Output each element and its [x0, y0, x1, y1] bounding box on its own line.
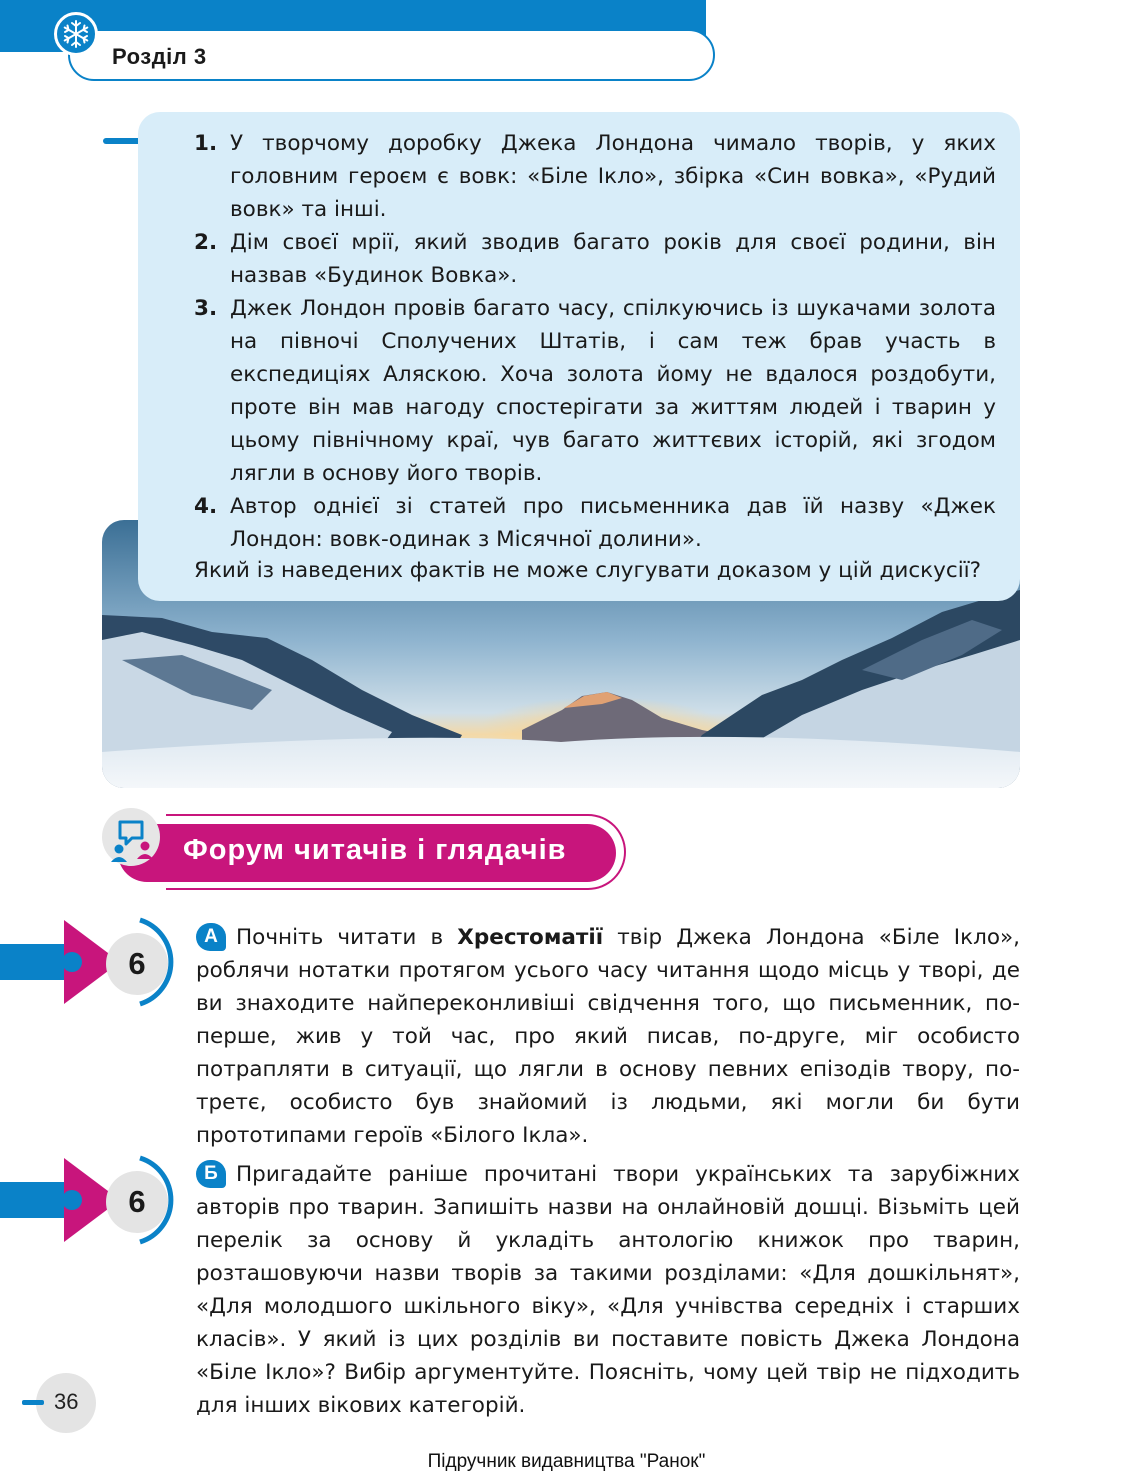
task-level-number: 6 — [106, 933, 168, 995]
section-title: Розділ 3 — [112, 44, 207, 69]
facts-question: Який із наведених фактів не може слугувати доказом у цій дискусії? — [194, 558, 982, 583]
task-letter-badge: А — [196, 923, 226, 951]
fact-text: Дім своєї мрії, який зводив багато років для своєї родини, він назвав «Будинок Вовка». — [230, 230, 996, 288]
textbook-reference: Хрестоматії — [457, 925, 604, 950]
fact-text: Автор однієї зі статей про письменника дав їй назву «Джек Лондон: вовк-одинак з Місячної долини». — [230, 494, 996, 552]
discussion-people-icon — [102, 808, 160, 866]
task-b-text — [196, 1158, 1020, 1422]
fact-number: 4. — [194, 494, 218, 519]
fact-item — [194, 127, 996, 226]
fact-number: 1. — [194, 131, 218, 156]
publisher-note: Підручник видавництва "Ранок" — [427, 1451, 706, 1472]
fact-number: 3. — [194, 296, 218, 321]
task-letter-badge: Б — [196, 1160, 226, 1188]
page-accent-dash — [22, 1400, 44, 1405]
fact-item — [194, 490, 996, 556]
forum-title: Форум читачів і глядачів — [183, 834, 567, 866]
fact-item — [194, 226, 996, 292]
task-text-part: Почніть читати в — [236, 925, 458, 950]
fact-text: Джек Лондон провів багато часу, спілкуючись із шукачами золота на півночі Сполучених Штатів, і сам теж брав участь в експедиціях Аляскою. Хоча золота йому не вдалося роздобути, проте він мав нагоду спостерігати за життям людей і тварин у цьому північному краї, чув багато життєвих історій, які згодом лягли в основу його творів. — [230, 296, 996, 486]
task-level-number: 6 — [106, 1171, 168, 1233]
fact-text: У творчому доробку Джека Лондона чимало творів, у яких головним героєм є вовк: «Біле Ікло», збірка «Син вовка», «Рудий вовк» та інші. — [230, 131, 996, 222]
fact-item — [194, 292, 996, 490]
task-text-part: Пригадайте раніше прочитані твори українських та зарубіжних авторів про тварин. Запишіть назви на онлайновій дошці. Візьміть цей перелік за основу й укладіть антологію книжок про тварин, розташовуючи назви творів за такими розділами: «Для дошкільнят», «Для молодшого шкільного віку», «Для учнівства середніх і старших класів». У який із цих розділів ви поставите повість Джека Лондона «Біле Ікло»? Вибір аргументуйте. Поясніть, чому цей твір не підходить для інших вікових категорій. — [196, 1162, 1020, 1418]
task-text-part: твір Джека Лондона «Біле Ікло», роблячи нотатки протягом усього часу читання щодо місць у творі, де ви знаходите найпереконливіші свідчення того, що письменник, по-перше, жив у той час, про який писав, по-друге, міг особисто потрапляти в ситуації, що лягли в основу певних епізодів твору, по-третє, особисто був знайомий із людьми, які могли би бути прототипами героїв «Білого Ікла». — [196, 925, 1020, 1148]
snowflake-icon — [54, 12, 98, 56]
task-a-text — [196, 921, 1020, 1152]
fact-number: 2. — [194, 230, 218, 255]
page-number: 36 — [54, 1389, 79, 1414]
facts-list — [194, 127, 996, 556]
